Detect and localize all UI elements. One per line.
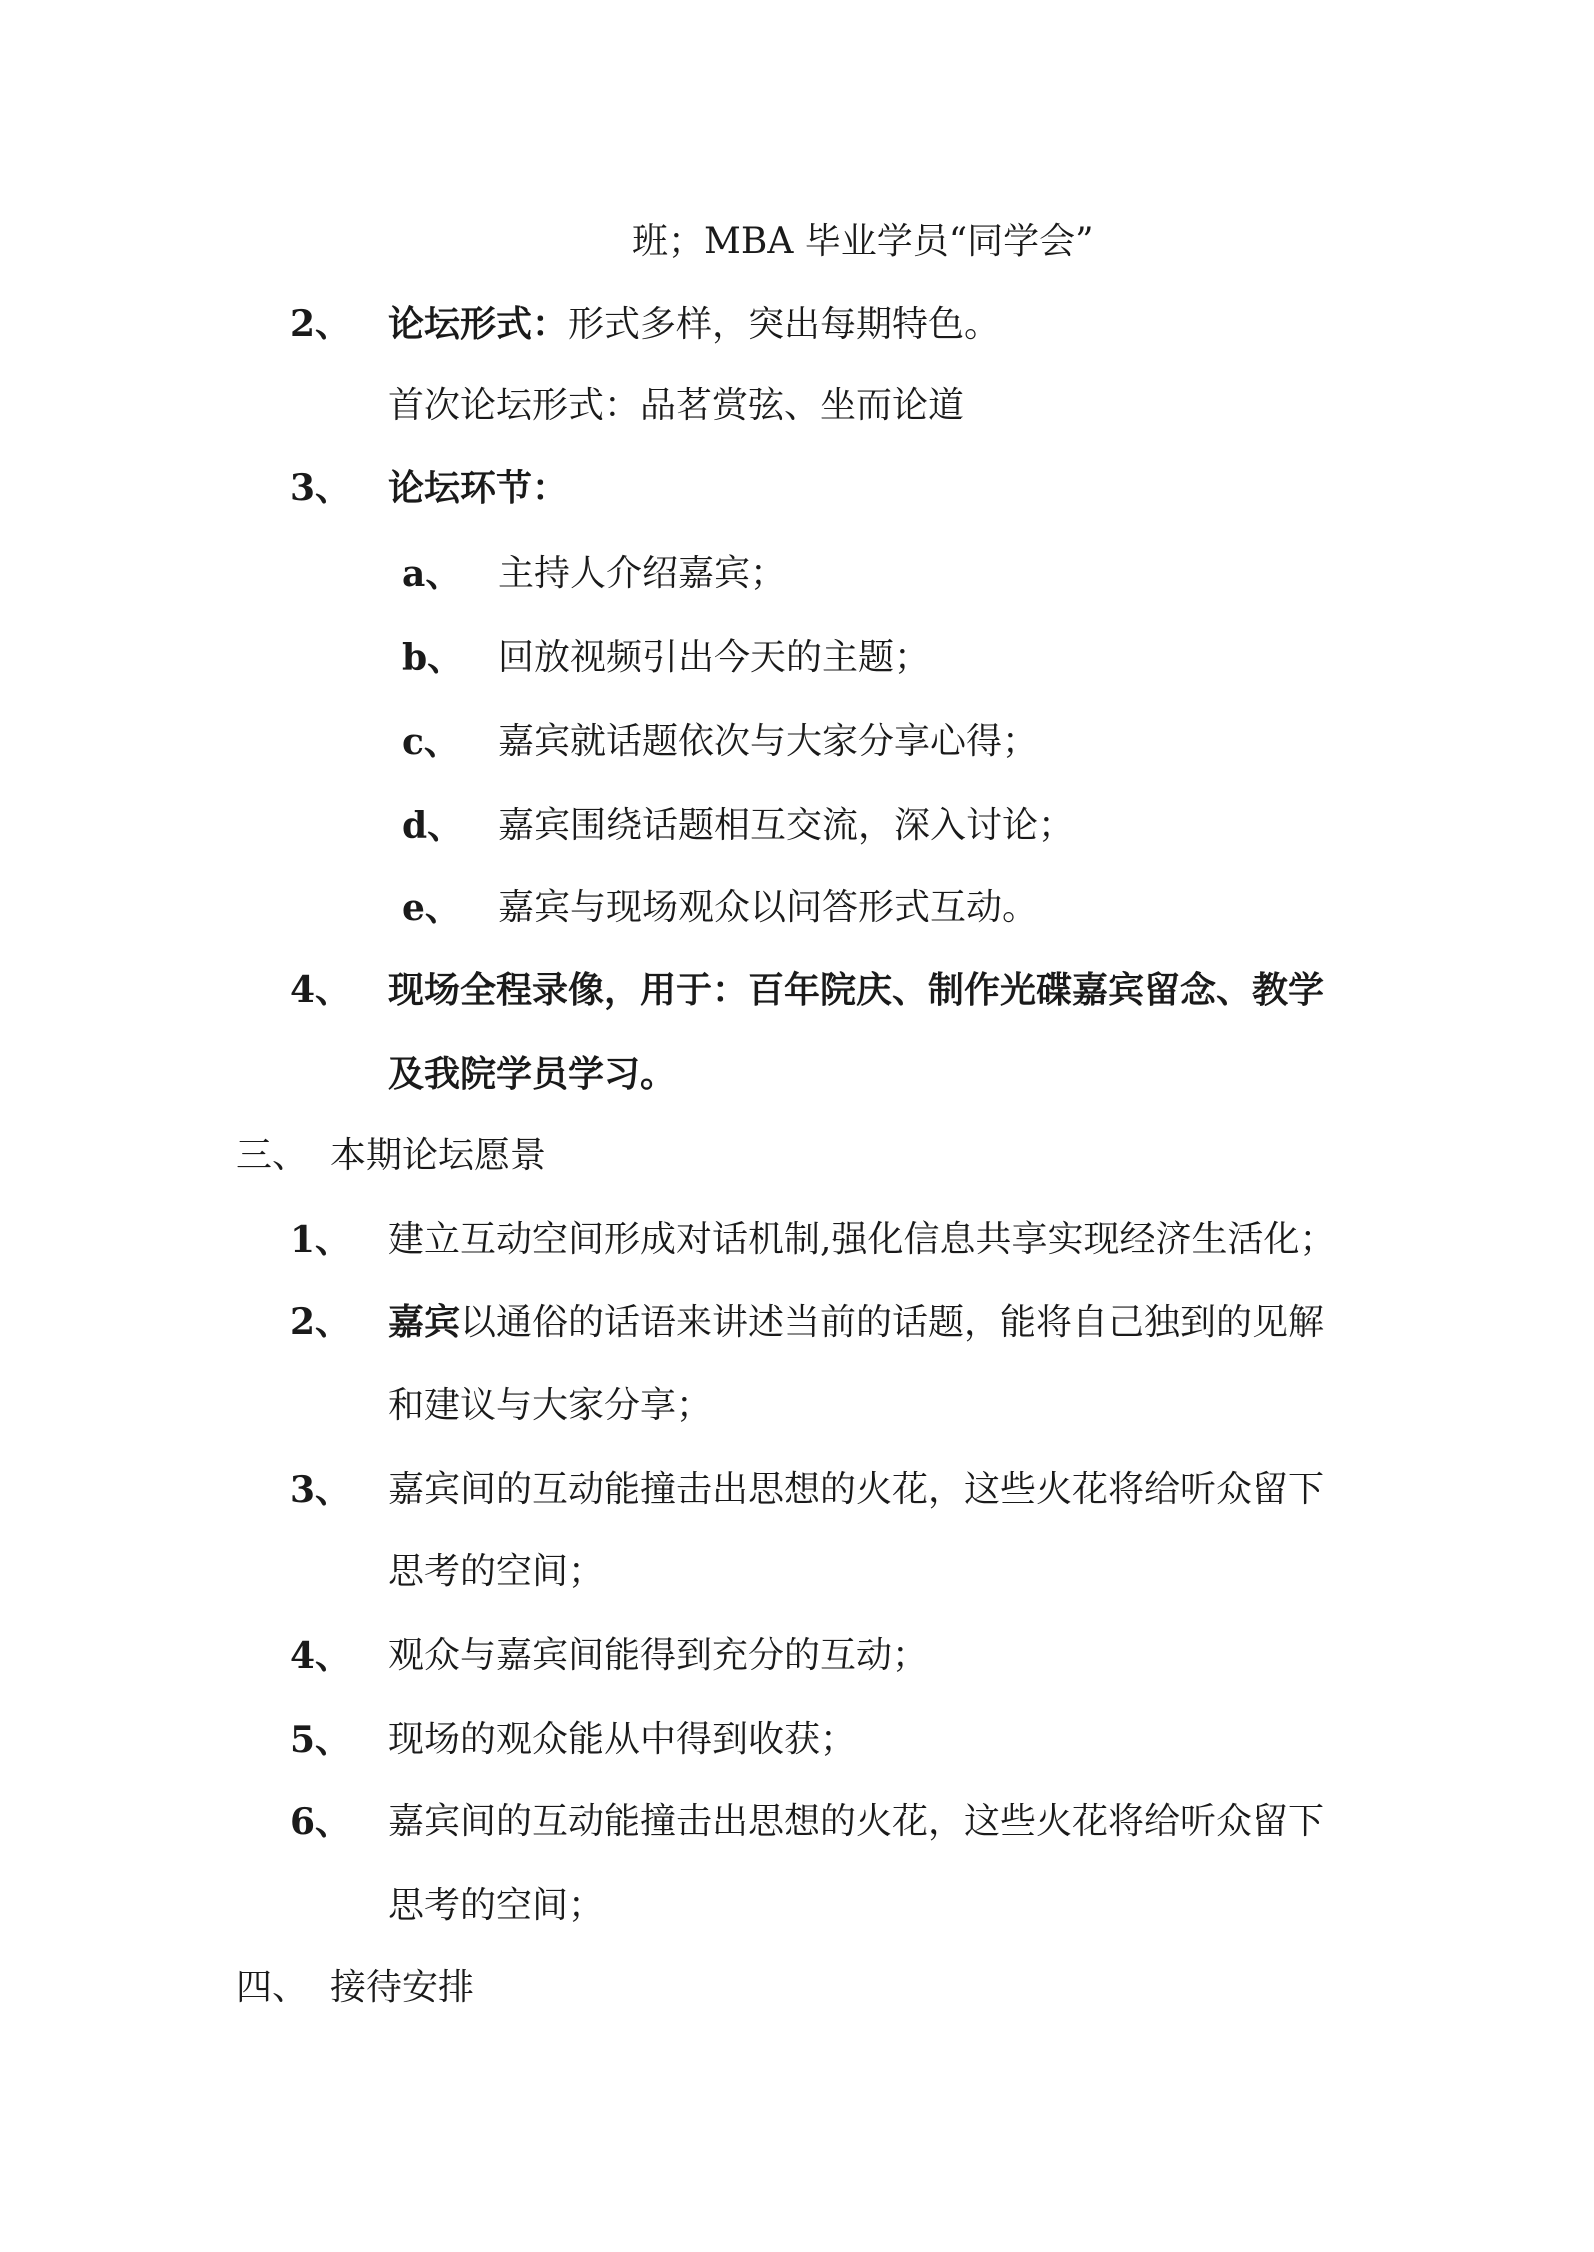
item-line: 现场的观众能从中得到收获； [388, 1719, 857, 1760]
item-number: 3、 [290, 467, 352, 509]
step-text: 嘉宾围绕话题相互交流，深入讨论； [498, 805, 1075, 846]
step-letter: e、 [402, 887, 461, 929]
item-number: 2、 [290, 303, 352, 345]
item-number: 1、 [290, 1219, 352, 1261]
item-number: 2、 [290, 1301, 352, 1343]
item-text: 以通俗的话语来讲述当前的话题，能将自己独到的见解 [460, 1302, 1325, 1343]
step-text: 回放视频引出今天的主题； [498, 637, 931, 678]
item-line: 现场全程录像，用于：百年院庆、制作光碟嘉宾留念、教学 [388, 969, 1325, 1011]
step-text: 主持人介绍嘉宾； [498, 553, 787, 594]
step-letter: a、 [402, 553, 462, 595]
section-title: 本期论坛愿景 [330, 1135, 547, 1176]
item-number: 4、 [290, 969, 352, 1011]
item-line: 思考的空间； [388, 1885, 605, 1926]
item-subline: 首次论坛形式：品茗赏弦、坐而论道 [388, 385, 965, 426]
item-line [388, 302, 1000, 347]
item-line: 思考的空间； [388, 1551, 605, 1592]
continued-text: 班；MBA 毕业学员“同学会” [632, 221, 1094, 262]
step-text: 嘉宾与现场观众以问答形式互动。 [498, 887, 1039, 928]
step-letter: b、 [402, 637, 464, 679]
item-line: 和建议与大家分享； [388, 1385, 713, 1426]
item-number: 6、 [290, 1801, 352, 1843]
item-line: 及我院学员学习。 [388, 1053, 677, 1095]
item-line: 嘉宾间的互动能撞击出思想的火花，这些火花将给听众留下 [388, 1469, 1325, 1510]
step-letter: c、 [402, 721, 460, 763]
item-number: 5、 [290, 1719, 352, 1761]
item-label: 论坛形式： [388, 303, 569, 345]
item-line [388, 1300, 1324, 1345]
step-letter: d、 [402, 805, 464, 847]
item-text: 形式多样，突出每期特色。 [568, 304, 1001, 345]
section-title: 接待安排 [330, 1967, 475, 2008]
item-bold-prefix: 嘉宾 [388, 1301, 461, 1343]
item-label: 论坛环节： [388, 467, 569, 509]
item-line: 观众与嘉宾间能得到充分的互动； [388, 1635, 929, 1676]
item-number: 3、 [290, 1469, 352, 1511]
item-number: 4、 [290, 1635, 352, 1677]
section-number: 四、 [236, 1967, 309, 2008]
item-line: 嘉宾间的互动能撞击出思想的火花，这些火花将给听众留下 [388, 1801, 1325, 1842]
section-number: 三、 [236, 1135, 309, 1176]
step-text: 嘉宾就话题依次与大家分享心得； [498, 721, 1039, 762]
item-line: 建立互动空间形成对话机制,强化信息共享实现经济生活化； [388, 1219, 1336, 1260]
